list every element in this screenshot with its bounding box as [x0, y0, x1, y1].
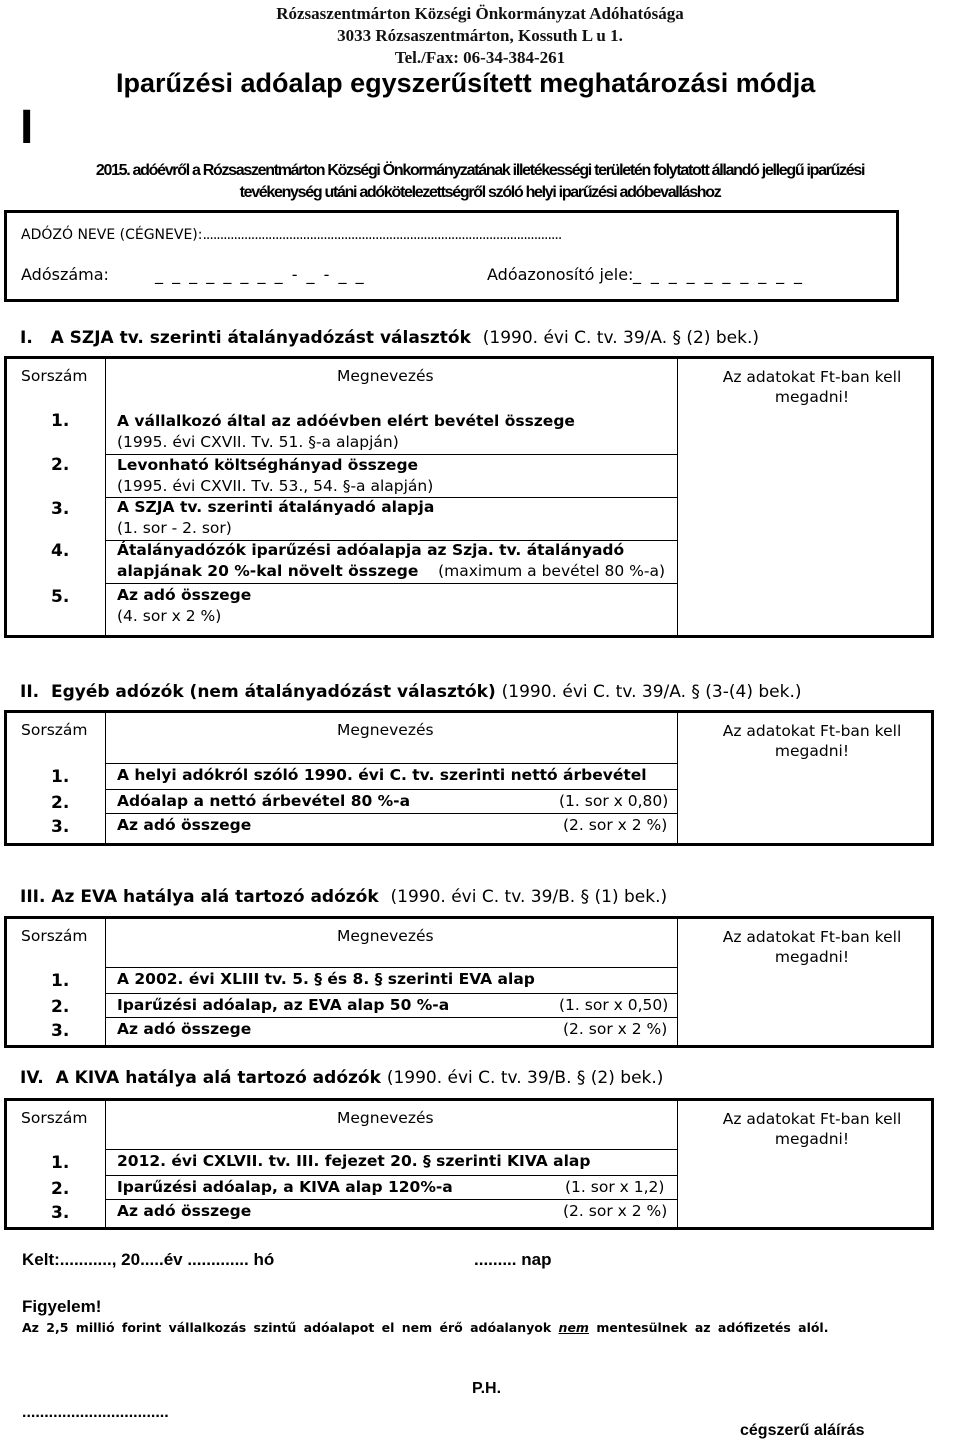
section-4-table — [4, 1098, 934, 1230]
row-label: A SZJA tv. szerinti átalányadó alapja (1. sor - 2. sor) — [117, 498, 435, 537]
section-3-title: Az EVA hatálya alá tartozó adózók — [51, 887, 379, 907]
page-title: Iparűzési adóalap egyszerűsített meghatározási módja — [116, 68, 816, 98]
section-4-heading — [20, 1068, 663, 1088]
header-name: Megnevezés — [337, 1109, 434, 1127]
signature-label: cégszerű aláírás — [740, 1422, 865, 1439]
column-divider — [677, 359, 678, 635]
section-4-ref: (1990. évi C. tv. 39/B. § (2) bek.) — [386, 1068, 664, 1088]
day-field[interactable]: ......... nap — [474, 1250, 552, 1269]
header-name: Megnevezés — [337, 721, 434, 739]
row-number: 2. — [51, 997, 70, 1017]
row-label: Levonható költséghányad összege (1995. évi CXVII. Tv. 53., 54. §-a alapján) — [117, 456, 434, 495]
row-label: Az adó összege — [117, 1202, 252, 1220]
section-4-title: A KIVA hatálya alá tartozó adózók — [55, 1068, 381, 1088]
tax-id-field[interactable]: _ _ _ _ _ _ _ _ _ _ — [633, 265, 805, 284]
section-2-roman: II. — [20, 682, 40, 702]
header-num: Sorszám — [21, 1109, 88, 1127]
row-formula: (1. sor x 0,80) — [559, 792, 669, 810]
row-label: 2012. évi CXLVII. tv. III. fejezet 20. § szerinti KIVA alap — [117, 1152, 591, 1170]
row-formula: (2. sor x 2 %) — [563, 816, 668, 834]
tax-number-label: Adószáma: — [21, 265, 109, 284]
row-number: 1. — [51, 767, 70, 787]
section-3-heading — [20, 887, 667, 907]
row-label: A helyi adókról szóló 1990. évi C. tv. szerinti nettó árbevétel — [117, 766, 647, 784]
section-1-table — [4, 356, 934, 638]
section-2-table — [4, 710, 934, 846]
section-4-roman: IV. — [20, 1068, 44, 1088]
authority-address: 3033 Rózsaszentmárton, Kossuth L u 1. — [337, 26, 623, 45]
row-number: 3. — [51, 817, 70, 837]
row-number: 5. — [51, 587, 70, 607]
row-label: Adóalap a nettó árbevétel 80 %-a — [117, 792, 411, 810]
row-number: 2. — [51, 455, 70, 475]
notice-text: Az 2,5 millió forint vállalkozás szintű adóalapot el nem érő adóalanyok nem mentesülnek az adófizetés alól. — [22, 1320, 829, 1335]
taxpayer-name-label: ADÓZÓ NEVE (CÉGNEVE): — [21, 227, 203, 243]
header-amount: Az adatokat Ft-ban kell megadni! — [722, 368, 902, 406]
form-letter: I — [20, 101, 34, 154]
row-formula: (1. sor x 1,2) — [565, 1178, 665, 1196]
row-number: 1. — [51, 1153, 70, 1173]
row-label: Az adó összege — [117, 816, 252, 834]
authority-name: Rózsaszentmárton Községi Önkormányzat Adóhatósága — [276, 4, 684, 23]
row-label: A 2002. évi XLIII tv. 5. § és 8. § szerinti EVA alap — [117, 970, 535, 988]
header-amount: Az adatokat Ft-ban kell megadni! — [722, 722, 902, 760]
row-formula: (2. sor x 2 %) — [563, 1202, 668, 1220]
row-label: Iparűzési adóalap, az EVA alap 50 %-a — [117, 996, 450, 1014]
row-number: 2. — [51, 1179, 70, 1199]
row-formula: (2. sor x 2 %) — [563, 1020, 668, 1038]
row-number: 2. — [51, 793, 70, 813]
authority-phone: Tel./Fax: 06-34-384-261 — [394, 48, 566, 67]
row-number: 1. — [51, 411, 70, 431]
date-field[interactable]: Kelt:..........., 20.....év ............. hó — [22, 1250, 275, 1269]
section-1-roman: I. — [20, 328, 33, 348]
section-1-ref: (1990. évi C. tv. 39/A. § (2) bek.) — [482, 328, 760, 348]
section-2-ref: (1990. évi C. tv. 39/A. § (3-(4) bek.) — [501, 682, 802, 702]
notice-title: Figyelem! — [22, 1297, 102, 1316]
section-1-heading — [20, 328, 759, 348]
intro-text — [40, 160, 920, 204]
tax-id-label: Adóazonosító jele: — [487, 265, 634, 284]
row-label: Átalányadózók iparűzési adóalapja az Szja. tv. átalányadó alapjának 20 %-kal növelt összege (maximum a bevétel 80 %-a) — [117, 541, 666, 580]
header-num: Sorszám — [21, 367, 88, 385]
section-1-title: A SZJA tv. szerinti átalányadózást választók — [50, 328, 471, 348]
row-label: A vállalkozó által az adóévben elért bevétel összege (1995. évi CXVII. Tv. 51. §-a alapján) — [117, 412, 575, 451]
row-formula: (1. sor x 0,50) — [559, 996, 669, 1014]
row-label: Iparűzési adóalap, a KIVA alap 120%-a — [117, 1178, 453, 1196]
taxpayer-box — [4, 210, 899, 302]
taxpayer-name-field[interactable]: ........................................................................................................ — [202, 227, 562, 243]
header-name: Megnevezés — [337, 367, 434, 385]
row-label: Az adó összege (4. sor x 2 %) — [117, 586, 252, 625]
header-amount: Az adatokat Ft-ban kell megadni! — [722, 1110, 902, 1148]
row-number: 4. — [51, 541, 70, 561]
section-3-ref: (1990. évi C. tv. 39/B. § (1) bek.) — [390, 887, 668, 907]
row-number: 3. — [51, 499, 70, 519]
section-2-title: Egyéb adózók (nem átalányadózást választók) — [50, 682, 496, 702]
row-number: 1. — [51, 971, 70, 991]
signature-line[interactable]: ................................. — [22, 1404, 169, 1421]
stamp-placeholder: P.H. — [472, 1380, 502, 1397]
tax-number-field[interactable]: _ _ _ _ _ _ _ _ - _ - _ _ — [155, 265, 366, 284]
header-num: Sorszám — [21, 721, 88, 739]
row-number: 3. — [51, 1021, 70, 1041]
section-3-table — [4, 916, 934, 1048]
header-name: Megnevezés — [337, 927, 434, 945]
row-label: Az adó összege — [117, 1020, 252, 1038]
intro-line-2: tevékenység utáni adókötelezettségről szóló helyi iparűzési adóbevalláshoz — [239, 184, 721, 201]
section-3-roman: III. — [20, 887, 46, 907]
header-num: Sorszám — [21, 927, 88, 945]
header-amount: Az adatokat Ft-ban kell megadni! — [722, 928, 902, 966]
row-number: 3. — [51, 1203, 70, 1223]
intro-line-1: 2015. adóévről a Rózsaszentmárton Községi Önkormányzatának illetékességi területén folytatott állandó jellegű iparűzési — [95, 162, 865, 179]
section-2-heading — [20, 682, 802, 702]
